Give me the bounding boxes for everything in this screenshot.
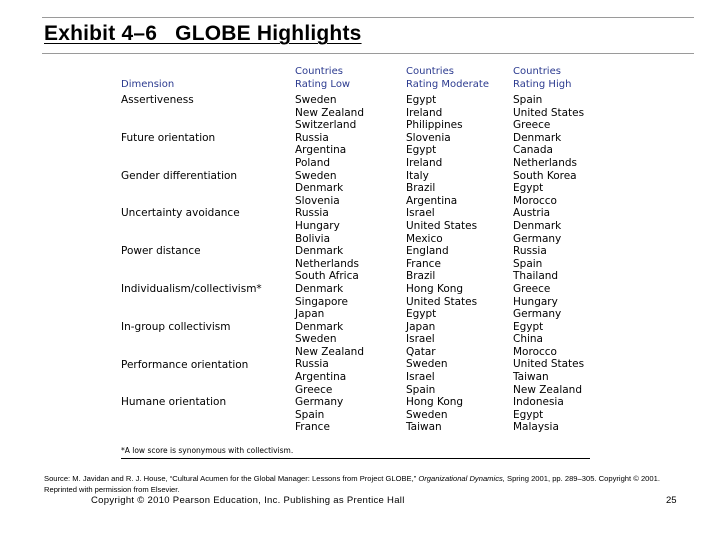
country-cell: Sweden: [406, 408, 448, 421]
country-cell: Bolivia: [295, 232, 331, 245]
country-cell: Sweden: [295, 94, 337, 106]
dimension-label: Humane orientation: [121, 396, 227, 409]
country-cell: Egypt: [513, 408, 544, 421]
country-cell: Denmark: [295, 320, 344, 333]
country-cell: Argentina: [295, 371, 347, 384]
country-cell: Argentina: [406, 194, 458, 207]
country-cell: Egypt: [406, 94, 437, 106]
dimension-label: In-group collectivism: [121, 320, 231, 333]
country-cell: Philippines: [406, 119, 463, 132]
country-cell: New Zealand: [513, 383, 582, 396]
country-cell: Morocco: [513, 194, 557, 207]
country-cell: Spain: [295, 408, 325, 421]
country-cell: France: [295, 421, 330, 434]
header-high-line1: Countries: [513, 66, 561, 77]
dimension-label: Individualism/collectivism*: [121, 283, 262, 295]
copyright-notice: Copyright © 2010 Pearson Education, Inc. Publishing as Prentice Hall: [91, 495, 405, 506]
source-suffix: Spring 2001, pp. 289–305. Copyright © 2001. Reprinted with permission from Elsevier.: [44, 474, 660, 494]
low-column: [295, 94, 364, 434]
country-cell: New Zealand: [295, 345, 364, 358]
country-cell: Austria: [513, 207, 551, 220]
country-cell: Switzerland: [295, 119, 357, 132]
country-cell: Indonesia: [513, 396, 564, 409]
country-cell: New Zealand: [295, 106, 364, 119]
country-cell: Egypt: [406, 144, 437, 157]
country-cell: Hungary: [513, 295, 558, 308]
country-cell: France: [406, 257, 441, 270]
country-cell: Spain: [513, 94, 543, 106]
country-cell: Israel: [406, 371, 435, 384]
high-column: [513, 94, 584, 434]
dimension-label: Performance orientation: [121, 358, 249, 371]
country-cell: Russia: [295, 358, 329, 371]
country-cell: United States: [513, 106, 585, 119]
country-cell: Singapore: [295, 295, 348, 308]
country-cell: Italy: [406, 169, 429, 182]
country-cell: Egypt: [406, 308, 437, 321]
country-cell: Russia: [295, 131, 329, 144]
country-cell: Netherlands: [513, 156, 578, 169]
header-high-line2: Rating High: [513, 78, 572, 90]
country-cell: Japan: [295, 308, 325, 321]
country-cell: Egypt: [513, 320, 544, 333]
country-cell: South Korea: [513, 169, 577, 182]
country-cell: Sweden: [406, 358, 448, 371]
country-cell: Netherlands: [295, 257, 360, 270]
country-cell: Sweden: [295, 333, 337, 346]
country-cell: Russia: [295, 207, 329, 220]
country-cell: Malaysia: [513, 421, 559, 434]
country-cell: Argentina: [295, 144, 347, 157]
source-citation: [44, 474, 694, 495]
country-cell: United States: [406, 295, 478, 308]
country-cell: Germany: [513, 308, 562, 321]
country-cell: England: [406, 245, 449, 258]
country-cell: Germany: [295, 396, 344, 409]
dimension-label: Assertiveness: [121, 94, 194, 106]
header-high: [513, 66, 571, 91]
slide-title: Exhibit 4–6 GLOBE Highlights: [44, 22, 362, 45]
header-low-line2: Rating Low: [295, 78, 351, 90]
country-cell: Hong Kong: [406, 396, 464, 409]
country-cell: Denmark: [513, 219, 562, 232]
country-cell: Hungary: [295, 219, 340, 232]
country-cell: Ireland: [406, 156, 443, 169]
page-number: 25: [666, 495, 677, 506]
country-cell: Denmark: [295, 245, 344, 258]
source-journal: Organizational Dynamics,: [418, 474, 505, 483]
country-cell: Israel: [406, 207, 435, 220]
dimension-label: Power distance: [121, 245, 201, 258]
country-cell: China: [513, 333, 543, 346]
header-low: [295, 66, 350, 91]
country-cell: Spain: [406, 383, 436, 396]
header-moderate-line2: Rating Moderate: [406, 78, 489, 90]
country-cell: Japan: [406, 320, 436, 333]
header-dimension: Dimension: [121, 79, 175, 90]
country-cell: Egypt: [513, 182, 544, 195]
country-cell: Poland: [295, 156, 331, 169]
country-cell: United States: [406, 219, 478, 232]
country-cell: Denmark: [295, 182, 344, 195]
source-prefix: Source: M. Javidan and R. J. House, “Cultural Acumen for the Global Manager: Lessons from Project GLOBE,”: [44, 474, 419, 483]
country-cell: Brazil: [406, 270, 436, 283]
country-cell: Taiwan: [513, 371, 549, 384]
country-cell: Slovenia: [406, 131, 451, 144]
country-cell: Brazil: [406, 182, 436, 195]
dimension-label: Future orientation: [121, 131, 216, 144]
country-cell: Germany: [513, 232, 562, 245]
country-cell: Mexico: [406, 232, 443, 245]
country-cell: Canada: [513, 144, 553, 157]
country-cell: Greece: [513, 282, 551, 295]
table-divider: [121, 458, 590, 459]
country-cell: Greece: [295, 383, 333, 396]
country-cell: Spain: [513, 257, 543, 270]
country-cell: Denmark: [295, 282, 344, 295]
country-cell: Slovenia: [295, 194, 340, 207]
header-low-line1: Countries: [295, 66, 343, 77]
country-cell: United States: [513, 358, 585, 371]
country-cell: Ireland: [406, 106, 443, 119]
table-footnote: *A low score is synonymous with collectivism.: [121, 446, 294, 455]
country-cell: Denmark: [513, 131, 562, 144]
country-cell: Morocco: [513, 345, 557, 358]
country-cell: Thailand: [513, 270, 559, 283]
country-cell: Sweden: [295, 169, 337, 182]
moderate-column: [406, 94, 477, 434]
dimension-label: Uncertainty avoidance: [121, 207, 240, 220]
country-cell: Greece: [513, 119, 551, 132]
country-cell: Taiwan: [406, 421, 442, 434]
country-cell: Qatar: [406, 345, 436, 358]
header-moderate-line1: Countries: [406, 66, 454, 77]
country-cell: South Africa: [295, 270, 359, 283]
country-cell: Russia: [513, 245, 547, 258]
country-cell: Israel: [406, 333, 435, 346]
dimension-label: Gender differentiation: [121, 169, 238, 182]
country-cell: Hong Kong: [406, 282, 464, 295]
header-moderate: [406, 66, 489, 91]
